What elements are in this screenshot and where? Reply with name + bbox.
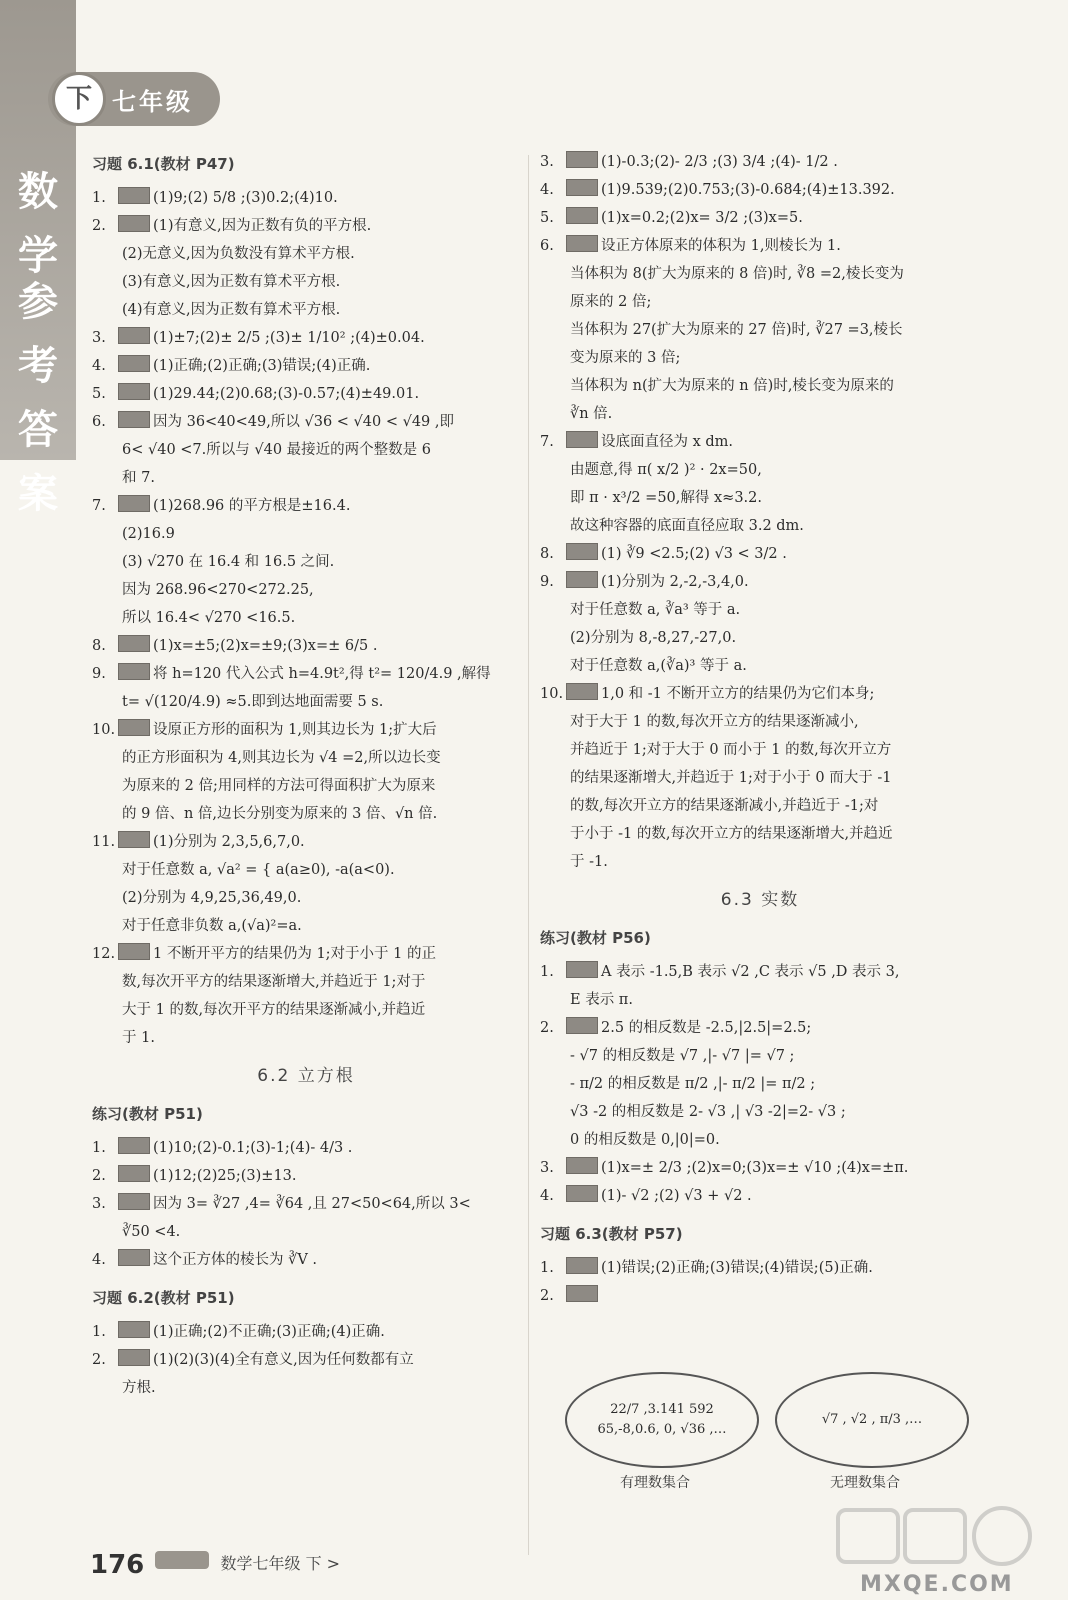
answer-continuation: (3) √270 在 16.4 和 16.5 之间.	[122, 554, 335, 570]
item-text: (1)9.539;(2)0.753;(3)-0.684;(4)±13.392.	[601, 182, 895, 198]
item-number: 12.	[92, 946, 116, 962]
item-number: 3.	[540, 154, 554, 170]
item-number: 11.	[92, 834, 116, 850]
number-sets-diagram	[565, 1372, 985, 1502]
answer-continuation: √3 -2 的相反数是 2- √3 ,| √3 -2|=2- √3 ;	[570, 1104, 846, 1120]
answer-item	[92, 1318, 520, 1346]
answer-badge-icon	[118, 1137, 150, 1154]
answer-badge-icon	[566, 961, 598, 978]
grade-symbol: 下	[52, 72, 106, 126]
answer-badge-icon	[566, 151, 598, 168]
item-text: (1)268.96 的平方根是±16.4.	[153, 498, 351, 514]
page-number: 176	[90, 1550, 145, 1580]
item-number: 4.	[540, 182, 554, 198]
answer-badge-icon	[566, 431, 598, 448]
answer-continuation: 于小于 -1 的数,每次开立方的结果逐渐增大,并趋近	[570, 826, 893, 842]
answer-badge-icon	[566, 543, 598, 560]
answer-item	[540, 1182, 980, 1210]
side-char: 考	[18, 343, 58, 389]
item-text: (1)x=±5;(2)x=±9;(3)x=± 6/5 .	[153, 638, 378, 654]
answer-item	[540, 1254, 980, 1282]
item-number: 3.	[540, 1160, 554, 1176]
exercise-heading: 练习(教材 P51)	[92, 1105, 203, 1123]
answer-continuation: 原来的 2 倍;	[570, 294, 652, 310]
footer-book-name: 数学七年级	[220, 1554, 301, 1573]
answer-badge-icon	[118, 1349, 150, 1366]
answer-continuation: 0 的相反数是 0,|0|=0.	[570, 1132, 720, 1148]
answer-continuation: 变为原来的 3 倍;	[570, 350, 681, 366]
right-column	[540, 148, 980, 1310]
answer-badge-icon	[566, 1257, 598, 1274]
answer-continuation: 为原来的 2 倍;用同样的方法可得面积扩大为原来	[122, 778, 436, 794]
answer-badge-icon	[118, 1321, 150, 1338]
item-number: 8.	[92, 638, 106, 654]
irrational-set-label: 无理数集合	[830, 1475, 900, 1491]
side-title-answers	[10, 270, 66, 526]
irrational-set-content: √7 , √2 , π/3 ,…	[821, 1412, 923, 1427]
answer-item	[92, 380, 520, 408]
item-text: A 表示 -1.5,B 表示 √2 ,C 表示 √5 ,D 表示 3,	[601, 964, 900, 980]
item-number: 2.	[92, 218, 106, 234]
item-number: 7.	[92, 498, 106, 514]
answer-continuation: 的正方形面积为 4,则其边长为 √4 =2,所以边长变	[122, 750, 441, 766]
answer-item	[92, 828, 520, 856]
item-text: (1)x=± 2/3 ;(2)x=0;(3)x=± √10 ;(4)x=±π.	[601, 1160, 909, 1176]
item-text: 2.5 的相反数是 -2.5,|2.5|=2.5;	[601, 1020, 812, 1036]
answer-continuation: 对于任意数 a, ∛a³ 等于 a.	[570, 602, 741, 618]
item-text: 1,0 和 -1 不断开立方的结果仍为它们本身;	[601, 686, 875, 702]
exercise-heading: 习题 6.3(教材 P57)	[540, 1225, 683, 1243]
answer-continuation: 的数,每次开立方的结果逐渐减小,并趋近于 -1;对	[570, 798, 879, 814]
answer-continuation: 对于任意数 a, √a² = { a(a≥0), -a(a<0).	[122, 862, 395, 878]
answer-badge-icon	[566, 207, 598, 224]
item-number: 2.	[540, 1020, 554, 1036]
side-title-math	[10, 160, 66, 288]
answer-badge-icon	[118, 327, 150, 344]
item-number: 6.	[540, 238, 554, 254]
answer-badge-icon	[566, 1017, 598, 1034]
item-text: (1)- √2 ;(2) √3 + √2 .	[601, 1188, 752, 1204]
side-char: 案	[18, 471, 58, 517]
item-number: 1.	[92, 190, 106, 206]
answer-continuation: E 表示 π.	[570, 992, 633, 1008]
answer-item	[92, 1346, 520, 1374]
answer-item	[92, 1190, 520, 1218]
answer-continuation: 数,每次开平方的结果逐渐增大,并趋近于 1;对于	[122, 974, 426, 990]
side-char: 数	[18, 169, 58, 215]
answer-badge-icon	[118, 187, 150, 204]
answer-continuation: 对于任意数 a,(∛a)³ 等于 a.	[570, 658, 747, 674]
answer-continuation: 故这种容器的底面直径应取 3.2 dm.	[570, 518, 804, 534]
answer-item	[92, 660, 520, 688]
grade-label: 七年级	[112, 88, 193, 116]
answer-badge-icon	[118, 355, 150, 372]
rational-set-content: 22/7 ,3.141 592 65,-8,0.6, 0, √36 ,…	[597, 1402, 727, 1437]
item-number: 2.	[92, 1168, 106, 1184]
page-footer	[90, 1550, 340, 1580]
item-number: 2.	[540, 1288, 554, 1304]
answer-badge-icon	[566, 683, 598, 700]
answer-badge-icon	[566, 179, 598, 196]
item-number: 8.	[540, 546, 554, 562]
answer-continuation: 于 1.	[122, 1030, 155, 1046]
answer-continuation: 当体积为 8(扩大为原来的 8 倍)时, ∛8 =2,棱长变为	[570, 266, 904, 282]
item-number: 6.	[92, 414, 106, 430]
answer-continuation: - √7 的相反数是 √7 ,|- √7 |= √7 ;	[570, 1048, 795, 1064]
answer-continuation: (4)有意义,因为正数有算术平方根.	[122, 302, 341, 318]
footer-arrow: 下 >	[305, 1554, 341, 1573]
answer-badge-icon	[566, 571, 598, 588]
answer-badge-icon	[566, 1157, 598, 1174]
answer-item	[540, 540, 980, 568]
answer-continuation: 大于 1 的数,每次开平方的结果逐渐减小,并趋近	[122, 1002, 426, 1018]
item-text: 设底面直径为 x dm.	[601, 434, 734, 450]
exercise-heading: 习题 6.1(教材 P47)	[92, 155, 235, 173]
answer-item	[540, 680, 980, 708]
item-text: 设原正方形的面积为 1,则其边长为 1;扩大后	[153, 722, 437, 738]
answer-continuation: 对于大于 1 的数,每次开立方的结果逐渐减小,	[570, 714, 859, 730]
rational-set-ellipse	[565, 1372, 759, 1468]
footer-badge	[155, 1551, 209, 1569]
answer-badge-icon	[118, 635, 150, 652]
answer-item	[92, 492, 520, 520]
item-text: (1)±7;(2)± 2/5 ;(3)± 1/10² ;(4)±0.04.	[153, 330, 425, 346]
exercise-heading: 练习(教材 P56)	[540, 929, 651, 947]
answer-continuation: 于 -1.	[570, 854, 608, 870]
rational-set-label: 有理数集合	[620, 1475, 690, 1491]
answer-item	[92, 324, 520, 352]
answer-item	[92, 632, 520, 660]
section-title: 6.3 实数	[720, 890, 800, 910]
item-text: (1)10;(2)-0.1;(3)-1;(4)- 4/3 .	[153, 1140, 353, 1156]
answer-continuation: (2)无意义,因为负数没有算术平方根.	[122, 246, 355, 262]
item-text: 设正方体原来的体积为 1,则棱长为 1.	[601, 238, 841, 254]
answer-continuation: - π/2 的相反数是 π/2 ,|- π/2 |= π/2 ;	[570, 1076, 816, 1092]
answer-continuation: 所以 16.4< √270 <16.5.	[122, 610, 296, 626]
item-text: 因为 3= ∛27 ,4= ∛64 ,且 27<50<64,所以 3<	[153, 1196, 471, 1212]
answer-item	[540, 176, 980, 204]
side-char: 答	[18, 407, 58, 453]
item-text: (1) ∛9 <2.5;(2) √3 < 3/2 .	[601, 546, 787, 562]
item-text: (1)-0.3;(2)- 2/3 ;(3) 3/4 ;(4)- 1/2 .	[601, 154, 838, 170]
answer-continuation: (3)有意义,因为正数有算术平方根.	[122, 274, 341, 290]
answer-continuation: 方根.	[122, 1380, 156, 1396]
answer-item	[92, 184, 520, 212]
answer-continuation: 由题意,得 π( x/2 )² · 2x=50,	[570, 462, 762, 478]
item-text: (1)(2)(3)(4)全有意义,因为任何数都有立	[153, 1352, 414, 1368]
irrational-set-ellipse	[775, 1372, 969, 1468]
item-number: 2.	[92, 1352, 106, 1368]
answer-item	[540, 1014, 980, 1042]
answer-continuation: 并趋近于 1;对于大于 0 而小于 1 的数,每次开立方	[570, 742, 892, 758]
answer-badge-icon	[118, 411, 150, 428]
answer-continuation: t= √(120/4.9) ≈5.即到达地面需要 5 s.	[122, 694, 384, 710]
answer-badge-icon	[118, 1193, 150, 1210]
answer-item	[540, 568, 980, 596]
item-text: 将 h=120 代入公式 h=4.9t²,得 t²= 120/4.9 ,解得	[153, 666, 491, 682]
answer-badge-icon	[118, 663, 150, 680]
item-text: (1)9;(2) 5/8 ;(3)0.2;(4)10.	[153, 190, 338, 206]
section-title: 6.2 立方根	[257, 1066, 355, 1086]
item-number: 1.	[92, 1140, 106, 1156]
answer-continuation: 6< √40 <7.所以与 √40 最接近的两个整数是 6	[122, 442, 432, 458]
answer-item	[92, 940, 520, 968]
answer-item	[92, 1134, 520, 1162]
answer-continuation: (2)分别为 4,9,25,36,49,0.	[122, 890, 302, 906]
answer-badge-icon	[566, 1285, 598, 1302]
item-number: 1.	[540, 964, 554, 980]
item-text: 这个正方体的棱长为 ∛V .	[153, 1252, 318, 1268]
answer-badge-icon	[118, 495, 150, 512]
answer-continuation: 对于任意非负数 a,(√a)²=a.	[122, 918, 302, 934]
item-number: 9.	[540, 574, 554, 590]
watermark-text: MXQE.COM	[860, 1572, 1014, 1597]
item-number: 10.	[540, 686, 564, 702]
answer-badge-icon	[118, 215, 150, 232]
item-number: 4.	[92, 358, 106, 374]
left-column	[92, 140, 520, 1402]
item-number: 9.	[92, 666, 106, 682]
answer-badge-icon	[118, 719, 150, 736]
answer-continuation: 当体积为 n(扩大为原来的 n 倍)时,棱长变为原来的	[570, 378, 894, 394]
item-text: (1)分别为 2,-2,-3,4,0.	[601, 574, 749, 590]
answer-badge-icon	[118, 831, 150, 848]
answer-item	[540, 232, 980, 260]
item-text: (1)29.44;(2)0.68;(3)-0.57;(4)±49.01.	[153, 386, 420, 402]
answer-badge-icon	[118, 943, 150, 960]
side-char: 学	[18, 233, 58, 279]
answer-continuation: 因为 268.96<270<272.25,	[122, 582, 314, 598]
answer-item	[540, 204, 980, 232]
item-text: (1)有意义,因为正数有负的平方根.	[153, 218, 372, 234]
answer-item	[92, 212, 520, 240]
answer-item	[540, 1154, 980, 1182]
answer-item	[92, 1162, 520, 1190]
item-number: 1.	[92, 1324, 106, 1340]
item-number: 5.	[540, 210, 554, 226]
item-number: 4.	[540, 1188, 554, 1204]
answer-continuation: ∛50 <4.	[122, 1224, 181, 1240]
answer-item	[92, 408, 520, 436]
column-divider	[528, 155, 529, 1555]
item-text: (1)12;(2)25;(3)±13.	[153, 1168, 297, 1184]
item-text: (1)正确;(2)不正确;(3)正确;(4)正确.	[153, 1324, 385, 1340]
answer-badge-icon	[566, 1185, 598, 1202]
answer-continuation: (2)16.9	[122, 526, 175, 542]
answer-continuation: (2)分别为 8,-8,27,-27,0.	[570, 630, 737, 646]
answer-continuation: 的结果逐渐增大,并趋近于 1;对于小于 0 而大于 -1	[570, 770, 892, 786]
answer-item	[92, 352, 520, 380]
exercise-heading: 习题 6.2(教材 P51)	[92, 1289, 235, 1307]
answer-badge-icon	[118, 383, 150, 400]
item-text: (1)错误;(2)正确;(3)错误;(4)错误;(5)正确.	[601, 1260, 873, 1276]
item-text: (1)正确;(2)正确;(3)错误;(4)正确.	[153, 358, 371, 374]
answer-continuation: 当体积为 27(扩大为原来的 27 倍)时, ∛27 =3,棱长	[570, 322, 903, 338]
item-number: 7.	[540, 434, 554, 450]
item-text: (1)x=0.2;(2)x= 3/2 ;(3)x=5.	[601, 210, 803, 226]
answer-item	[92, 1246, 520, 1274]
item-number: 3.	[92, 330, 106, 346]
answer-continuation: 即 π · x³/2 =50,解得 x≈3.2.	[570, 490, 762, 506]
answer-continuation: ∛n 倍.	[570, 406, 613, 422]
item-number: 10.	[92, 722, 116, 738]
item-number: 4.	[92, 1252, 106, 1268]
answer-continuation: 和 7.	[122, 470, 155, 486]
answer-item	[92, 716, 520, 744]
item-number: 1.	[540, 1260, 554, 1276]
item-text: 1 不断开平方的结果仍为 1;对于小于 1 的正	[153, 946, 436, 962]
answer-item	[540, 958, 980, 986]
side-char: 参	[18, 279, 58, 325]
answer-item	[540, 1282, 980, 1310]
answer-item	[540, 148, 980, 176]
item-number: 5.	[92, 386, 106, 402]
answer-badge-icon	[118, 1249, 150, 1266]
answer-badge-icon	[118, 1165, 150, 1182]
answer-badge-icon	[566, 235, 598, 252]
item-text: (1)分别为 2,3,5,6,7,0.	[153, 834, 305, 850]
item-text: 因为 36<40<49,所以 √36 < √40 < √49 ,即	[153, 414, 455, 430]
item-number: 3.	[92, 1196, 106, 1212]
answer-item	[540, 428, 980, 456]
answer-continuation: 的 9 倍、n 倍,边长分别变为原来的 3 倍、√n 倍.	[122, 806, 438, 822]
